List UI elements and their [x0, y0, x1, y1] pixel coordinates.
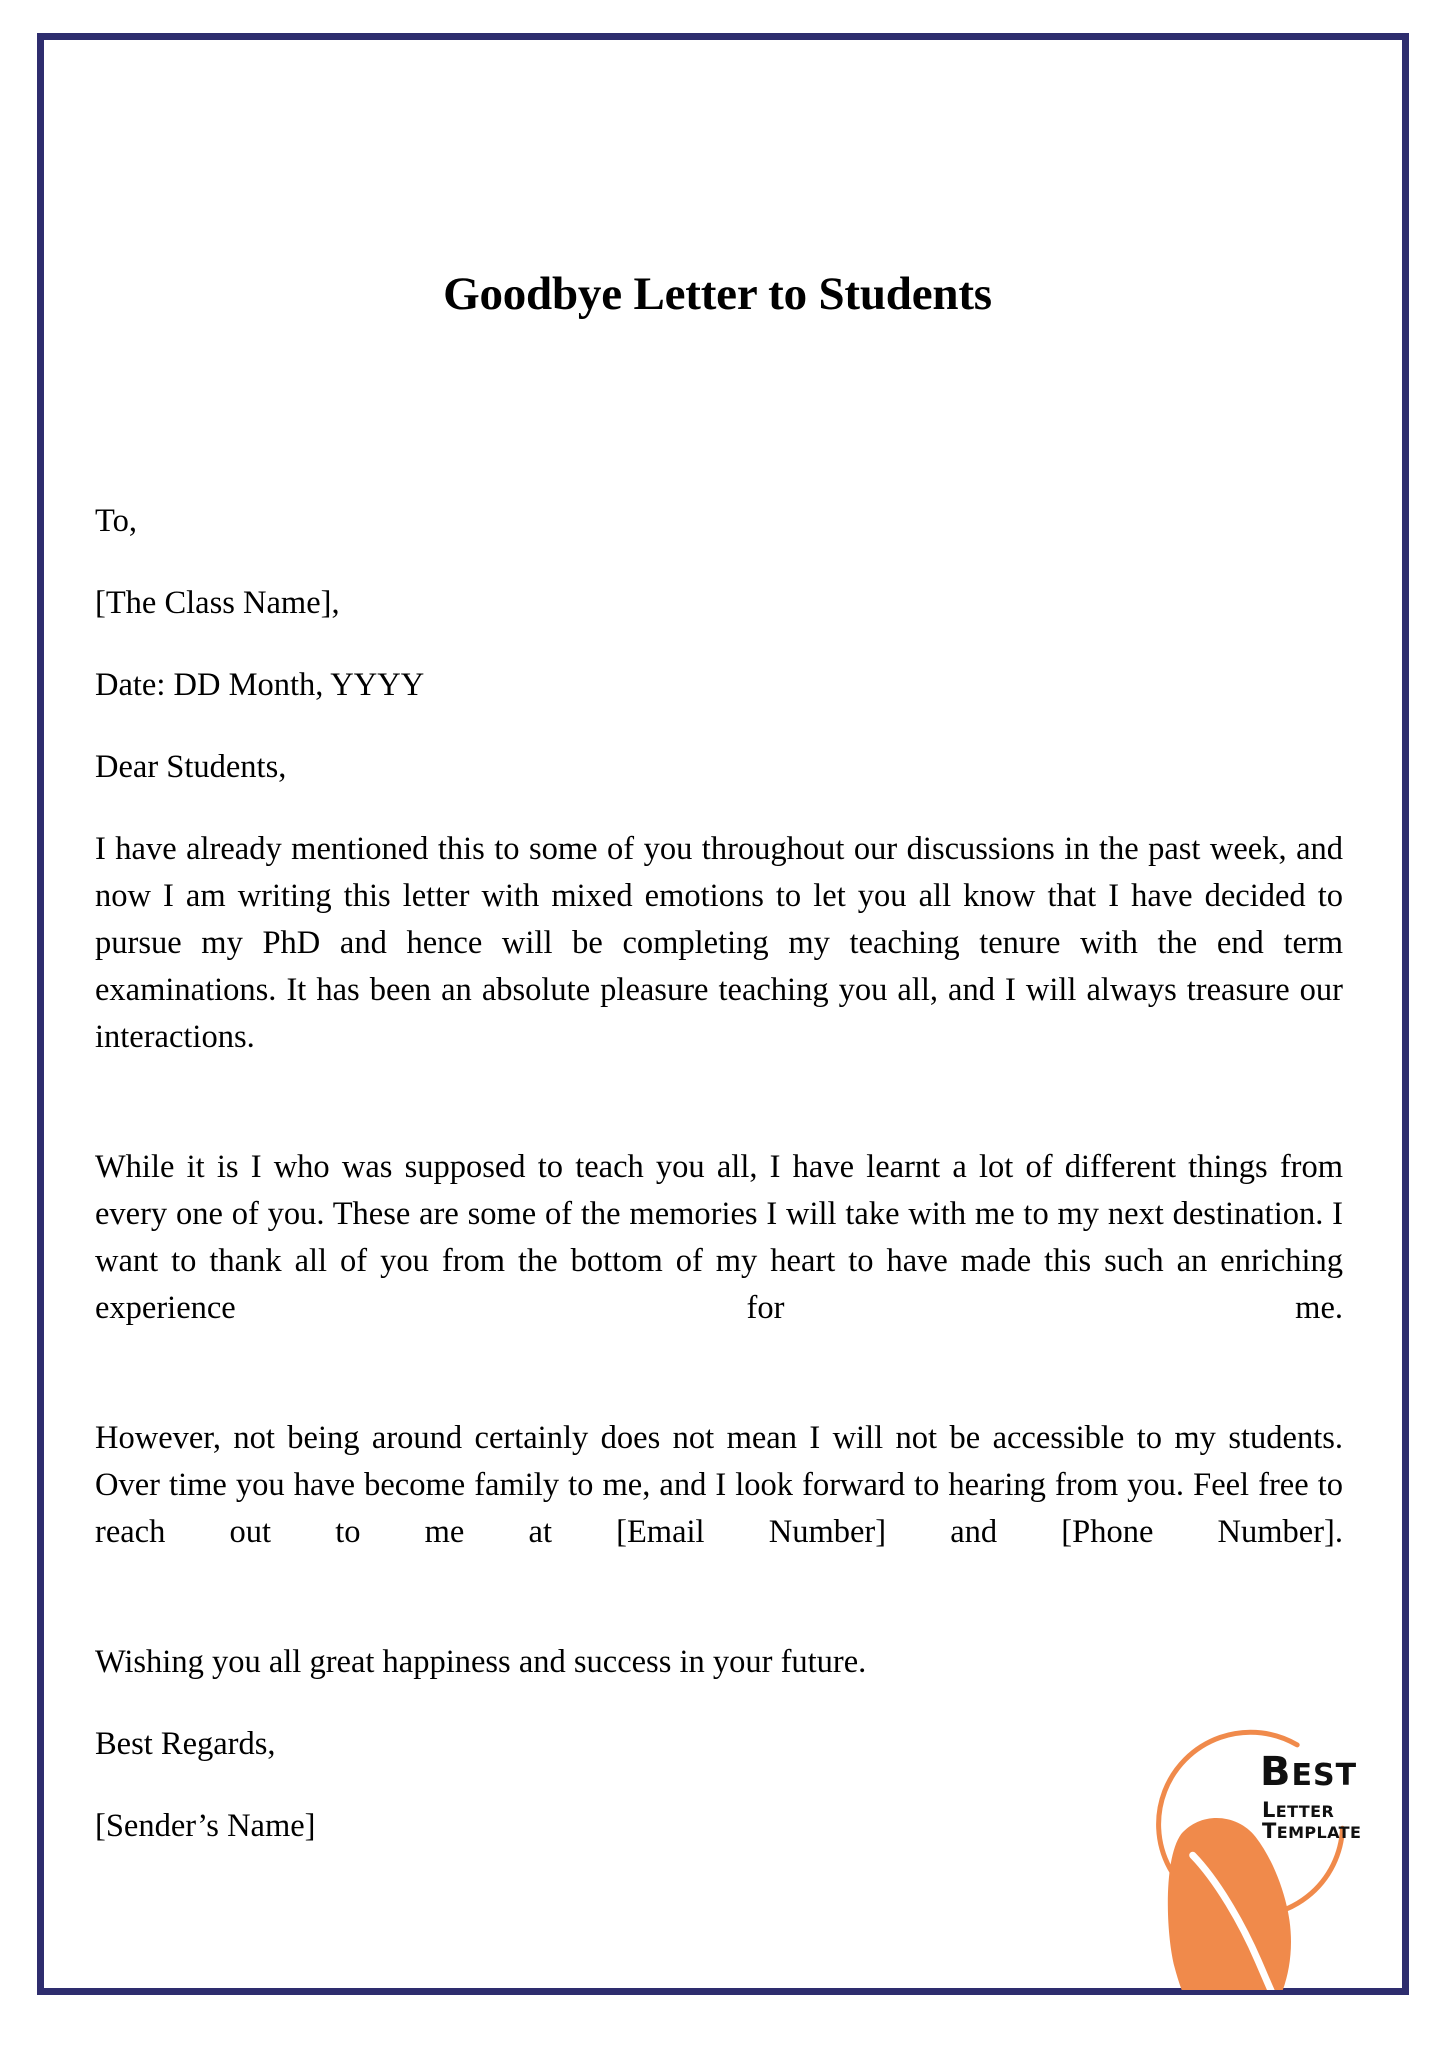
logo-tagline-emplate: EMPLATE	[1276, 1823, 1362, 1842]
logo-wordmark-rest: EST	[1291, 1758, 1358, 1793]
letter-date: Date: DD Month, YYYY	[95, 667, 425, 703]
logo-tagline-l: L	[1262, 1798, 1276, 1822]
letter-to-label: To,	[95, 503, 137, 539]
logo-tagline-t: T	[1262, 1819, 1277, 1843]
letter-paragraph: While it is I who was supposed to teach you all, I have learnt a lot of different things from every one of you. These are some of the memories I will take with me to my next destination. I want to thank all of you from the bottom of my heart to have made this such an enriching experience for me.	[95, 1149, 1343, 1326]
letter-paragraph: However, not being around certainly does not mean I will not be accessible to my students. Over time you have become family to me, and I look forward to hearing from you. Feel free to reach out to me at [Email Number] and [Phone Number].	[95, 1420, 1343, 1550]
letter-body	[95, 498, 1343, 1885]
letter-signature: [Sender’s Name]	[95, 1808, 316, 1844]
logo-wordmark	[1260, 1749, 1358, 1795]
letter-recipient: [The Class Name],	[95, 585, 340, 621]
letter-salutation: Dear Students,	[95, 749, 287, 785]
letter-closing: Best Regards,	[95, 1726, 276, 1762]
page-title: Goodbye Letter to Students	[443, 268, 992, 321]
logo-tagline-etter: ETTER	[1275, 1802, 1335, 1821]
letter-paragraph: I have already mentioned this to some of you throughout our discussions in the past week, and now I am writing this letter with mixed emotions to let you all know that I have decided to pursue my PhD and hence will be completing my teaching tenure with the end term examinations. It has been an absolute pleasure teaching you all, and I will always treasure our interactions.	[95, 831, 1343, 1055]
logo-graphic	[1140, 1700, 1410, 1990]
logo-tagline	[1262, 1800, 1410, 1842]
best-letter-template-logo	[1140, 1700, 1410, 1990]
letter-paragraph: Wishing you all great happiness and success in your future.	[95, 1644, 867, 1680]
logo-wordmark-initial: B	[1260, 1749, 1292, 1795]
